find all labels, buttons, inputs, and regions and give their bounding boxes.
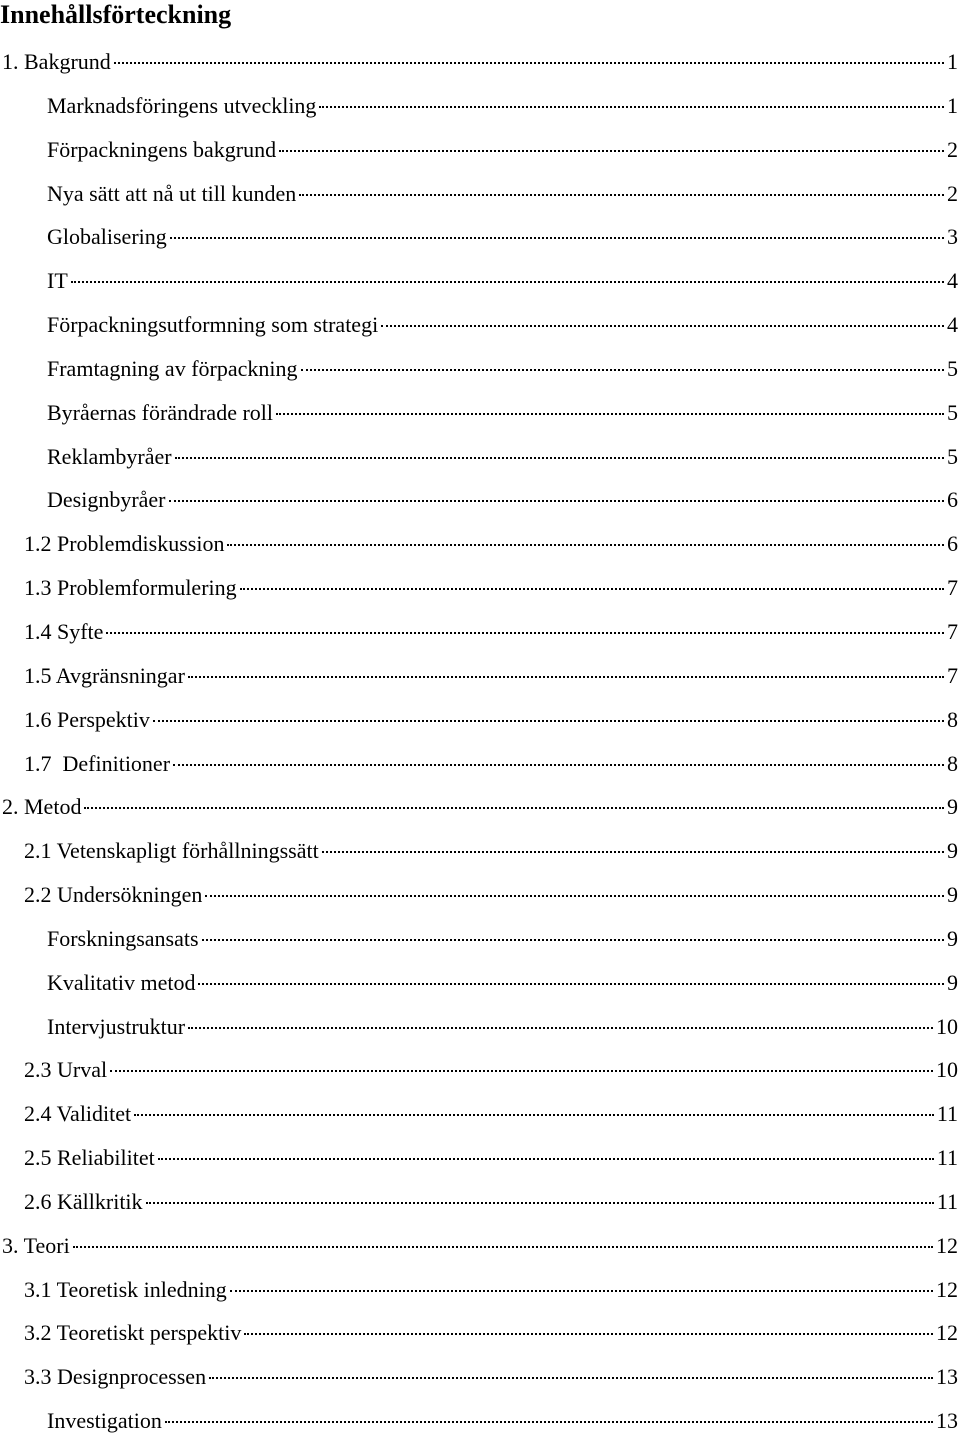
toc-entry-label: Nya sätt att nå ut till kunden — [47, 180, 297, 206]
dot-leader — [84, 806, 944, 809]
dot-leader — [114, 61, 944, 64]
dot-leader — [202, 938, 944, 941]
toc-entry[interactable] — [0, 1224, 960, 1268]
dot-leader — [134, 1113, 934, 1116]
toc-entry[interactable] — [0, 435, 960, 479]
toc-entry-label: 1.4 Syfte — [24, 618, 104, 644]
toc-entry-label: 2.2 Undersökningen — [24, 882, 203, 908]
dot-leader — [106, 631, 944, 634]
dot-leader — [188, 675, 944, 678]
toc-entry-label: 1.7 Definitioner — [24, 750, 171, 776]
dot-leader — [158, 1157, 934, 1160]
toc-entry-page-number: 9 — [947, 969, 958, 995]
toc-entry[interactable] — [0, 610, 960, 654]
toc-entry-label: 3.1 Teoretisk inledning — [24, 1276, 227, 1302]
toc-entry-page-number: 11 — [936, 1188, 958, 1214]
dot-leader — [319, 105, 944, 108]
toc-entry-label: Marknadsföringens utveckling — [47, 92, 317, 118]
dot-leader — [175, 456, 944, 459]
toc-entry-label: 2.6 Källkritik — [24, 1188, 143, 1214]
toc-entry-page-number: 9 — [947, 882, 958, 908]
toc-entry-label: Byråernas förändrade roll — [47, 399, 274, 425]
toc-entry-label: 1.2 Problemdiskussion — [24, 531, 225, 557]
toc-entry-label: 1.6 Perspektiv — [24, 706, 150, 732]
toc-entry-label: 2.4 Validitet — [24, 1101, 132, 1127]
toc-entry-label: 3. Teori — [2, 1232, 70, 1258]
dot-leader — [169, 499, 944, 502]
toc-entry-label: Reklambyråer — [47, 443, 172, 469]
dot-leader — [110, 1069, 933, 1072]
toc-entry-page-number: 8 — [947, 706, 958, 732]
toc-entry-label: 3.3 Designprocessen — [24, 1364, 207, 1390]
dot-leader — [276, 412, 944, 415]
toc-entry-label: Framtagning av förpackning — [47, 355, 298, 381]
toc-entry[interactable] — [0, 829, 960, 873]
toc-entry[interactable] — [0, 40, 960, 84]
toc-entry-page-number: 9 — [947, 838, 958, 864]
toc-entry[interactable] — [0, 742, 960, 786]
toc-entry-page-number: 5 — [947, 443, 958, 469]
toc-entry[interactable] — [0, 698, 960, 742]
toc-entry[interactable] — [0, 128, 960, 172]
toc-entry[interactable] — [0, 1355, 960, 1399]
toc-entry-label: Designbyråer — [47, 487, 166, 513]
toc-entry[interactable] — [0, 259, 960, 303]
toc-entry-label: 2.5 Reliabilitet — [24, 1145, 155, 1171]
toc-entry-label: Förpackningsutformning som strategi — [47, 312, 379, 338]
toc-entry-page-number: 13 — [936, 1364, 958, 1390]
toc-entry[interactable] — [0, 1399, 960, 1443]
toc-entry[interactable] — [0, 1005, 960, 1049]
dot-leader — [170, 236, 944, 239]
toc-entry[interactable] — [0, 522, 960, 566]
toc-list — [0, 40, 960, 1443]
toc-entry-page-number: 10 — [936, 1013, 958, 1039]
toc-entry-page-number: 9 — [947, 794, 958, 820]
toc-entry-label: 1.5 Avgränsningar — [24, 662, 185, 688]
toc-entry-label: 2. Metod — [2, 794, 82, 820]
toc-entry[interactable] — [0, 917, 960, 961]
toc-entry-page-number: 2 — [947, 136, 958, 162]
toc-entry-label: Globalisering — [47, 224, 167, 250]
toc-entry-page-number: 9 — [947, 925, 958, 951]
dot-leader — [322, 850, 944, 853]
toc-entry-page-number: 4 — [947, 268, 958, 294]
toc-entry-label: 3.2 Teoretiskt perspektiv — [24, 1320, 242, 1346]
dot-leader — [165, 1420, 933, 1423]
toc-entry[interactable] — [0, 785, 960, 829]
toc-entry-page-number: 12 — [936, 1276, 958, 1302]
toc-entry[interactable] — [0, 961, 960, 1005]
dot-leader — [279, 149, 944, 152]
toc-entry-page-number: 11 — [936, 1145, 958, 1171]
toc-entry-page-number: 3 — [947, 224, 958, 250]
dot-leader — [198, 982, 944, 985]
toc-entry[interactable] — [0, 1311, 960, 1355]
toc-entry[interactable] — [0, 84, 960, 128]
dot-leader — [205, 894, 944, 897]
toc-entry[interactable] — [0, 478, 960, 522]
toc-entry-label: Förpackningens bakgrund — [47, 136, 277, 162]
toc-title: Innehållsförteckning — [0, 0, 232, 29]
dot-leader — [299, 193, 944, 196]
toc-entry-label: 1.3 Problemformulering — [24, 575, 237, 601]
toc-entry[interactable] — [0, 1048, 960, 1092]
toc-entry[interactable] — [0, 347, 960, 391]
toc-entry-page-number: 11 — [936, 1101, 958, 1127]
toc-entry-page-number: 12 — [936, 1232, 958, 1258]
dot-leader — [188, 1026, 933, 1029]
toc-entry-page-number: 4 — [947, 312, 958, 338]
dot-leader — [381, 324, 944, 327]
toc-entry[interactable] — [0, 1180, 960, 1224]
toc-entry-label: Kvalitativ metod — [47, 969, 196, 995]
dot-leader — [240, 587, 944, 590]
toc-entry-page-number: 1 — [947, 49, 958, 74]
toc-entry[interactable] — [0, 1092, 960, 1136]
dot-leader — [146, 1201, 934, 1204]
toc-entry[interactable] — [0, 172, 960, 216]
dot-leader — [227, 543, 944, 546]
toc-entry-page-number: 6 — [947, 531, 958, 557]
toc-entry-page-number: 8 — [947, 750, 958, 776]
toc-entry[interactable] — [0, 566, 960, 610]
toc-entry-page-number: 6 — [947, 487, 958, 513]
dot-leader — [244, 1332, 933, 1335]
toc-entry-label: Investigation — [47, 1408, 162, 1434]
toc-entry-page-number: 7 — [947, 618, 958, 644]
toc-entry-label: 2.3 Urval — [24, 1057, 108, 1083]
toc-entry[interactable] — [0, 1136, 960, 1180]
toc-entry-label: Intervjustruktur — [47, 1013, 186, 1039]
toc-entry-label: Forskningsansats — [47, 925, 199, 951]
dot-leader — [71, 280, 944, 283]
dot-leader — [301, 368, 945, 371]
dot-leader — [173, 763, 944, 766]
toc-entry[interactable] — [0, 303, 960, 347]
dot-leader — [209, 1376, 933, 1379]
toc-entry[interactable] — [0, 215, 960, 259]
toc-entry[interactable] — [0, 391, 960, 435]
toc-entry-label: 1. Bakgrund — [2, 49, 111, 74]
toc-entry[interactable] — [0, 654, 960, 698]
toc-entry-page-number: 7 — [947, 575, 958, 601]
dot-leader — [230, 1289, 933, 1292]
toc-entry[interactable] — [0, 1268, 960, 1312]
toc-entry-page-number: 12 — [936, 1320, 958, 1346]
toc-entry-page-number: 13 — [936, 1408, 958, 1434]
dot-leader — [73, 1245, 933, 1248]
toc-entry-label: IT — [47, 268, 68, 294]
dot-leader — [153, 719, 944, 722]
toc-entry-label: 2.1 Vetenskapligt förhållningssätt — [24, 838, 319, 864]
toc-entry-page-number: 10 — [936, 1057, 958, 1083]
toc-entry-page-number: 1 — [947, 92, 958, 118]
toc-entry-page-number: 5 — [947, 355, 958, 381]
toc-entry-page-number: 2 — [947, 180, 958, 206]
toc-entry[interactable] — [0, 873, 960, 917]
toc-entry-page-number: 5 — [947, 399, 958, 425]
toc-entry-page-number: 7 — [947, 662, 958, 688]
